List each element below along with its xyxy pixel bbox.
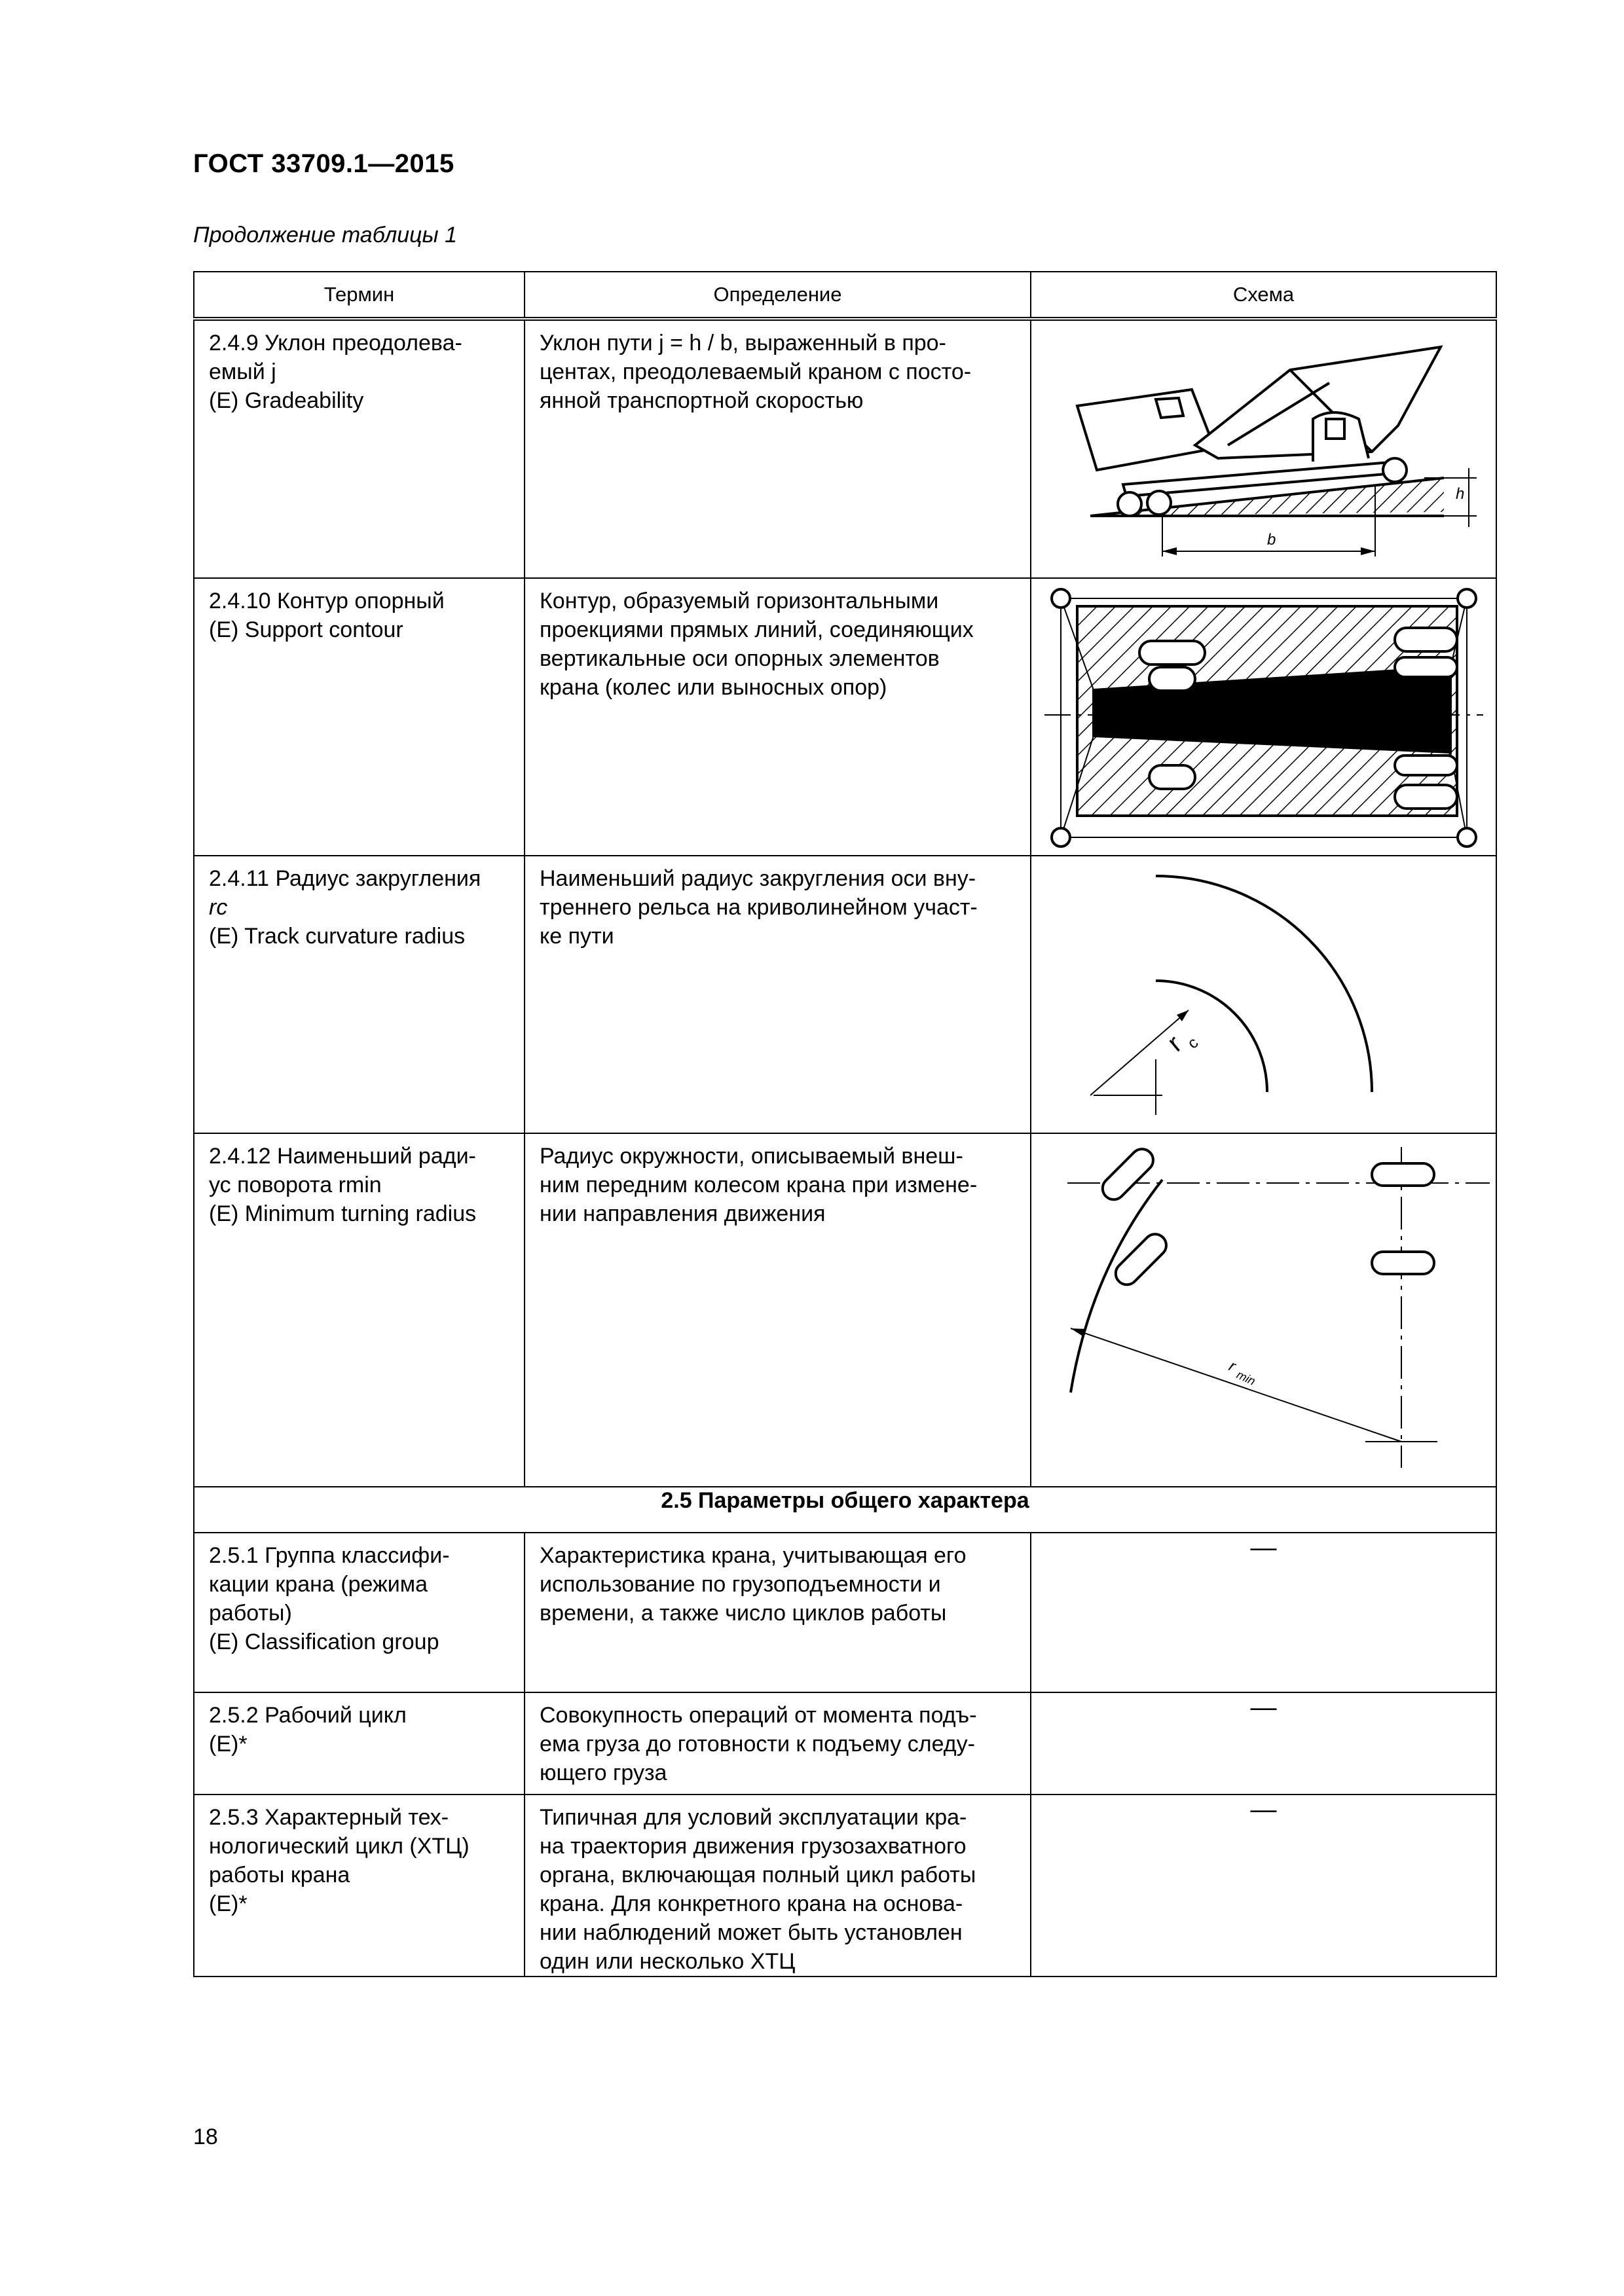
definition-line: времени, а также число циклов работы (540, 1601, 947, 1626)
term-line: ус поворота rmin (209, 1173, 382, 1197)
dimension-label-b: b (1267, 531, 1276, 549)
definition-cell (525, 319, 1031, 578)
table-row (194, 1795, 1496, 1977)
definition-cell (525, 578, 1031, 856)
radius-label: r (1162, 1029, 1187, 1057)
definition-line: Характеристика крана, учитывающая его (540, 1543, 967, 1568)
definition-line: нии направления движения (540, 1201, 826, 1226)
scheme-cell-empty: — (1031, 1692, 1496, 1795)
definition-line: вертикальные оси опорных элементов (540, 646, 940, 671)
column-header-term: Термин (194, 272, 525, 319)
term-line: (E)* (209, 1732, 248, 1757)
definition-cell (525, 1795, 1031, 1977)
column-header-scheme: Схема (1031, 272, 1496, 319)
definition-line: крана. Для конкретного крана на основа- (540, 1891, 963, 1916)
definition-line: использование по грузоподъемности и (540, 1572, 941, 1597)
radius-label-subscript: min (1234, 1368, 1258, 1388)
definition-line: Уклон пути j = h / b, выраженный в про- (540, 331, 946, 355)
term-line: rc (209, 895, 228, 920)
track-curvature-diagram (1031, 856, 1496, 1130)
definition-line: треннего рельса на криволинейном участ- (540, 895, 978, 920)
definition-line: проекциями прямых линий, соединяющих (540, 617, 974, 642)
definition-cell (525, 1692, 1031, 1795)
definition-line: на траектория движения грузозахватного (540, 1834, 967, 1859)
table-row (194, 1692, 1496, 1795)
definition-line: крана (колес или выносных опор) (540, 675, 887, 700)
column-header-definition: Определение (525, 272, 1031, 319)
table-continuation-label: Продолжение таблицы 1 (193, 223, 457, 247)
term-line: кации крана (режима (209, 1572, 428, 1597)
term-cell (194, 1692, 525, 1795)
scheme-cell (1031, 319, 1496, 578)
term-line: (E) Gradeability (209, 388, 364, 413)
term-line: 2.4.10 Контур опорный (209, 589, 445, 613)
term-line: (E) Minimum turning radius (209, 1201, 477, 1226)
section-title: 2.5 Параметры общего характера (194, 1487, 1496, 1533)
term-line: (E) Classification group (209, 1630, 439, 1654)
terms-table (193, 271, 1497, 1977)
table-header-row (194, 272, 1496, 319)
definition-cell (525, 856, 1031, 1133)
definition-cell (525, 1133, 1031, 1487)
term-cell (194, 578, 525, 856)
term-line: (E) Support contour (209, 617, 403, 642)
table-row (194, 1533, 1496, 1692)
term-line: 2.5.1 Группа классифи- (209, 1543, 450, 1568)
term-line: 2.4.12 Наименьший ради- (209, 1144, 476, 1169)
definition-line: ема груза до готовности к подъему следу- (540, 1732, 975, 1757)
definition-line: Типичная для условий эксплуатации кра- (540, 1805, 967, 1830)
definition-line: Совокупность операций от момента подъ- (540, 1703, 977, 1728)
term-cell (194, 856, 525, 1133)
definition-line: ющего груза (540, 1760, 667, 1785)
term-cell (194, 1533, 525, 1692)
term-line: работы) (209, 1601, 292, 1626)
definition-line: органа, включающая полный цикл работы (540, 1863, 976, 1887)
definition-line: Радиус окружности, описываемый внеш- (540, 1144, 963, 1169)
support-contour-diagram (1031, 579, 1496, 852)
definition-line: центах, преодолеваемый краном с посто- (540, 359, 972, 384)
scheme-cell (1031, 578, 1496, 856)
term-line: емый j (209, 359, 276, 384)
term-line: 2.5.2 Рабочий цикл (209, 1703, 407, 1728)
gradeability-diagram (1031, 321, 1496, 576)
term-line: (E)* (209, 1891, 248, 1916)
definition-line: янной транспортной скоростью (540, 388, 864, 413)
section-row (194, 1487, 1496, 1533)
scheme-cell-empty: — (1031, 1795, 1496, 1977)
table-row (194, 856, 1496, 1133)
table-row (194, 319, 1496, 578)
term-line: 2.5.3 Характерный тех- (209, 1805, 449, 1830)
dimension-label-h: h (1456, 485, 1465, 503)
table-row (194, 578, 1496, 856)
standard-code: ГОСТ 33709.1—2015 (193, 149, 454, 178)
definition-line: Контур, образуемый горизонтальными (540, 589, 939, 613)
definition-line: один или несколько ХТЦ (540, 1949, 796, 1974)
scheme-cell-empty: — (1031, 1533, 1496, 1692)
term-line: нологический цикл (ХТЦ) (209, 1834, 470, 1859)
scheme-cell (1031, 856, 1496, 1133)
definition-line: нии наблюдений может быть установлен (540, 1920, 963, 1945)
definition-cell (525, 1533, 1031, 1692)
term-cell (194, 1133, 525, 1487)
radius-label-subscript: c (1184, 1034, 1202, 1053)
term-line: (E) Track curvature radius (209, 924, 466, 949)
table-row (194, 1133, 1496, 1487)
term-line: 2.4.11 Радиус закругления (209, 866, 481, 891)
page-number: 18 (193, 2124, 218, 2149)
definition-line: ке пути (540, 924, 614, 949)
definition-line: Наименьший радиус закругления оси вну- (540, 866, 976, 891)
term-cell (194, 1795, 525, 1977)
term-line: работы крана (209, 1863, 350, 1887)
term-cell (194, 319, 525, 578)
term-line: 2.4.9 Уклон преодолева- (209, 331, 462, 355)
definition-line: ним передним колесом крана при измене- (540, 1173, 978, 1197)
turning-radius-diagram (1031, 1134, 1496, 1484)
scheme-cell (1031, 1133, 1496, 1487)
radius-label: r (1226, 1357, 1239, 1376)
